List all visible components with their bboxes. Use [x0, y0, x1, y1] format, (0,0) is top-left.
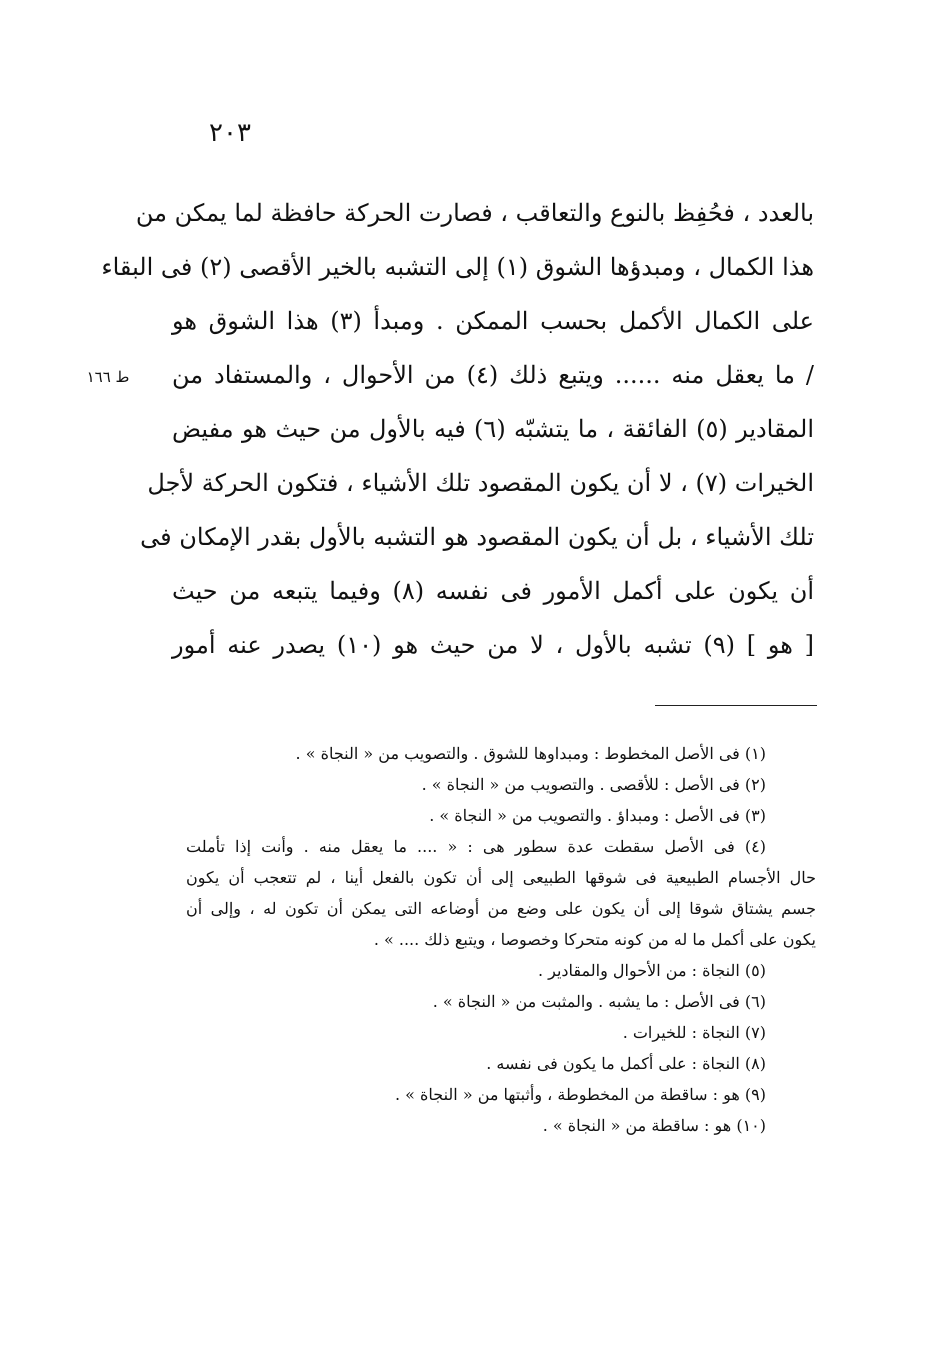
- footnote-3: (٣) فى الأصل : ومبداؤ . والتصويب من « النجاة » .: [429, 806, 766, 825]
- footnote-4-line-2: حال الأجسام الطبيعية فى شوقها الطبيعى إلى أن تكون بالفعل أينا ، لم تتعجب أن يكون: [186, 868, 817, 887]
- text-line: بالعدد ، فحُفِظ بالنوع والتعاقب ، فصارت الحركة حافظة لما يمكن من: [135, 199, 814, 227]
- footnote-8: (٨) النجاة : على أكمل ما يكون فى نفسه .: [486, 1054, 766, 1073]
- footnote-10: (١٠) هو : ساقطة من « النجاة » .: [542, 1116, 766, 1135]
- text-line: / ما يعقل منه ...... ويتبع ذلك (٤) من الأحوال ، والمستفاد من: [172, 361, 815, 389]
- text-line: تلك الأشياء ، بل أن يكون المقصود هو التشبه بالأول بقدر الإمكان فى: [140, 523, 814, 551]
- text-line: المقادير (٥) الفائقة ، ما يتشبّه (٦) فيه بالأول من حيث هو مفيض: [172, 415, 814, 443]
- text-line: الخيرات (٧) ، لا أن يكون المقصود تلك الأشياء ، فتكون الحركة لأجل: [147, 469, 814, 497]
- footnote-5: (٥) النجاة : من الأحوال والمقادير .: [537, 961, 766, 980]
- footnote-4-line-1: (٤) فى الأصل سقطت عدة سطور هى : « .... ما يعقل منه . وأنت إذا تأملت: [186, 837, 766, 856]
- margin-note: ط ١٦٦: [86, 368, 130, 386]
- text-line: أن يكون على أكمل الأمور فى نفسه (٨) وفيما يتبعه من حيث: [172, 577, 815, 605]
- footnote-1: (١) فى الأصل المخطوط : ومبداوها للشوق . والتصويب من « النجاة » .: [295, 744, 766, 763]
- footnote-4-line-4: يكون على أكمل ما له من كونه متحركا وخصوصا ، ويتبع ذلك .... » .: [373, 930, 816, 949]
- footnote-9: (٩) هو : ساقطة من المخطوطة ، وأثبتها من « النجاة » .: [394, 1085, 766, 1104]
- page-number: ٢٠٣: [209, 118, 251, 148]
- text-line: على الكمال الأكمل بحسب الممكن . ومبدأ (٣) هذا الشوق هو: [172, 307, 814, 335]
- footnote-7: (٧) النجاة : للخيرات .: [622, 1023, 766, 1042]
- text-line: [ هو ] (٩) تشبه بالأول ، لا من حيث هو (١٠) يصدر عنه أمور: [172, 631, 815, 659]
- text-line: هذا الكمال ، ومبدؤها الشوق (١) إلى التشبه بالخير الأقصى (٢) فى البقاء: [101, 253, 814, 281]
- footnote-4-line-3: جسم يشتاق شوقا إلى أن يكون على وضع من أوضاعه التى يمكن أن تكون له ، وإلى أن: [186, 899, 816, 918]
- footnote-2: (٢) فى الأصل : للأقصى . والتصويب من « النجاة » .: [421, 775, 766, 794]
- footnote-divider: [655, 705, 817, 706]
- footnotes-block: [186, 738, 816, 1141]
- footnote-6: (٦) فى الأصل : ما يشبه . والمثبت من « النجاة » .: [432, 992, 766, 1011]
